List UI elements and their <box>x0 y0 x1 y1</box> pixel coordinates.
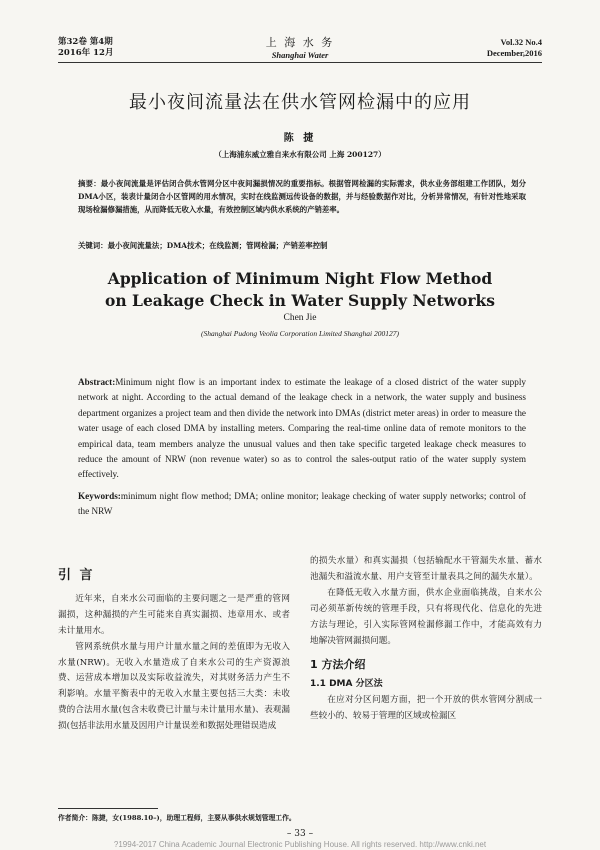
affiliation-en: (Shanghai Pudong Veolia Corporation Limited Shanghai 200127) <box>201 329 399 338</box>
abstract-zh <box>78 178 526 216</box>
header-right <box>487 37 542 59</box>
keywords-zh <box>78 240 526 251</box>
title-en-line2: on Leakage Check in Water Supply Networks <box>105 291 495 310</box>
section1-heading: 1 方法介绍 <box>310 658 366 672</box>
section1-subheading: 1.1 DMA 分区法 <box>310 679 383 690</box>
abstract-zh-text: 最小夜间流量是评估闭合供水管网分区中夜间漏损情况的重要指标。根据管网检漏的实际需求，供水业务部组建工作团队，划分DMA小区，装表计量闭合小区管网的用水情况，实时在线监测远传设备的数据，并与经验数据作对比，分析异常情况，有针对性地采取现场检漏修漏措施，从而降低无收入水量，有效控制区域内供水系统的产销差率。 <box>78 179 526 214</box>
abstract-en <box>78 375 526 483</box>
affiliation-zh: （上海浦东威立雅自来水有限公司 上海 200127） <box>214 150 386 159</box>
keywords-zh-label: 关键词： <box>78 241 108 250</box>
header-date-en: December,2016 <box>486 48 542 58</box>
header-volume: 第32卷 第4期 <box>58 37 113 47</box>
section1-paragraph-1: 在应对分区问题方面，把一个开放的供水管网分割成一些较小的、较易于管理的区域或检漏区 <box>310 695 542 722</box>
header-journal-zh: 上 海 水 务 <box>265 36 335 49</box>
title-zh: 最小夜间流量法在供水管网检漏中的应用 <box>129 92 471 113</box>
abstract-zh-label: 摘要： <box>78 179 101 188</box>
title-en-line1: Application of Minimum Night Flow Method <box>107 269 493 288</box>
keywords-en <box>78 489 526 520</box>
intro-paragraph-2-continued: 的损失水量）和真实漏损（包括输配水干管漏失水量、蓄水池漏失和溢流水量、用户支管至计量表具之间的漏失水量）。 <box>310 556 542 582</box>
abstract-en-text: Minimum night flow is an important index to estimate the leakage of a closed district of the water supply network at night. According to the actual demand of the leakage check in a network, the water supply and business department organizes a project team and then divide the network into DMAs (district meter areas) in order to measure the water usage of each closed DMA by installing meters. Comparing the real-time online data of remote monitors to the empirical data, team members analyze the unusual values and then take specific targeted leakage check measures to reduce the amount of NRW (non revenue water) so as to control the sales-output ratio of the water supply system effectively. <box>78 377 526 480</box>
header-date: 2016年 12月 <box>58 48 114 58</box>
header-rule <box>58 62 542 63</box>
page-number: – 33 – <box>286 829 314 839</box>
abstract-en-label: Abstract: <box>78 377 116 387</box>
keywords-zh-text: 最小夜间流量法；DMA技术；在线监测；管网检漏；产销差率控制 <box>107 241 328 250</box>
copyright-watermark: ?1994-2017 China Academic Journal Electronic Publishing House. All rights reserved. http://www.cnki.net <box>113 840 487 849</box>
header-journal-en: Shanghai Water <box>271 50 329 60</box>
author-en: Chen Jie <box>283 313 317 323</box>
header-vol-en: Vol.32 No.4 <box>500 37 542 47</box>
left-column <box>58 568 290 735</box>
intro-heading: 引 言 <box>58 568 95 583</box>
title-en <box>0 268 600 312</box>
author-zh: 陈 捷 <box>283 133 317 144</box>
footnote-rule <box>58 808 158 809</box>
intro-paragraph-2: 管网系统供水量与用户计量水量之间的差值即为无收入水量(NRW)。无收入水量造成了自来水公司的生产资源浪费、运营成本增加以及实际收益流失，对其财务活力产生不利影响。水量平衡表中的无收入水量主要包括三大类：未收费的合法用水量(包含未收费已计量与未计量用水量)、表观漏损(包括非法用水量及因用户计量误差和数据处理错误造成 <box>58 641 290 732</box>
footnote: 作者简介：陈捷，女(1988.10–)，助理工程师，主要从事供水规划管理工作。 <box>58 814 296 822</box>
keywords-en-label: Keywords: <box>78 491 121 501</box>
right-column <box>310 554 542 725</box>
intro-paragraph-3: 在降低无收入水量方面，供水企业面临挑战，自来水公司必须革新传统的管理手段，只有将现代化、信息化的先进方法与理论，引入实际管网检漏修漏工作中，才能高效有力地解决管网漏损问题。 <box>310 587 542 646</box>
intro-paragraph-1: 近年来，自来水公司面临的主要问题之一是严重的管网漏损，这种漏损的产生可能来自真实漏损、违章用水、或者未计量用水。 <box>58 593 290 636</box>
keywords-en-text: minimum night flow method; DMA; online monitor; leakage checking of water supply networks; control of the NRW <box>78 491 526 517</box>
